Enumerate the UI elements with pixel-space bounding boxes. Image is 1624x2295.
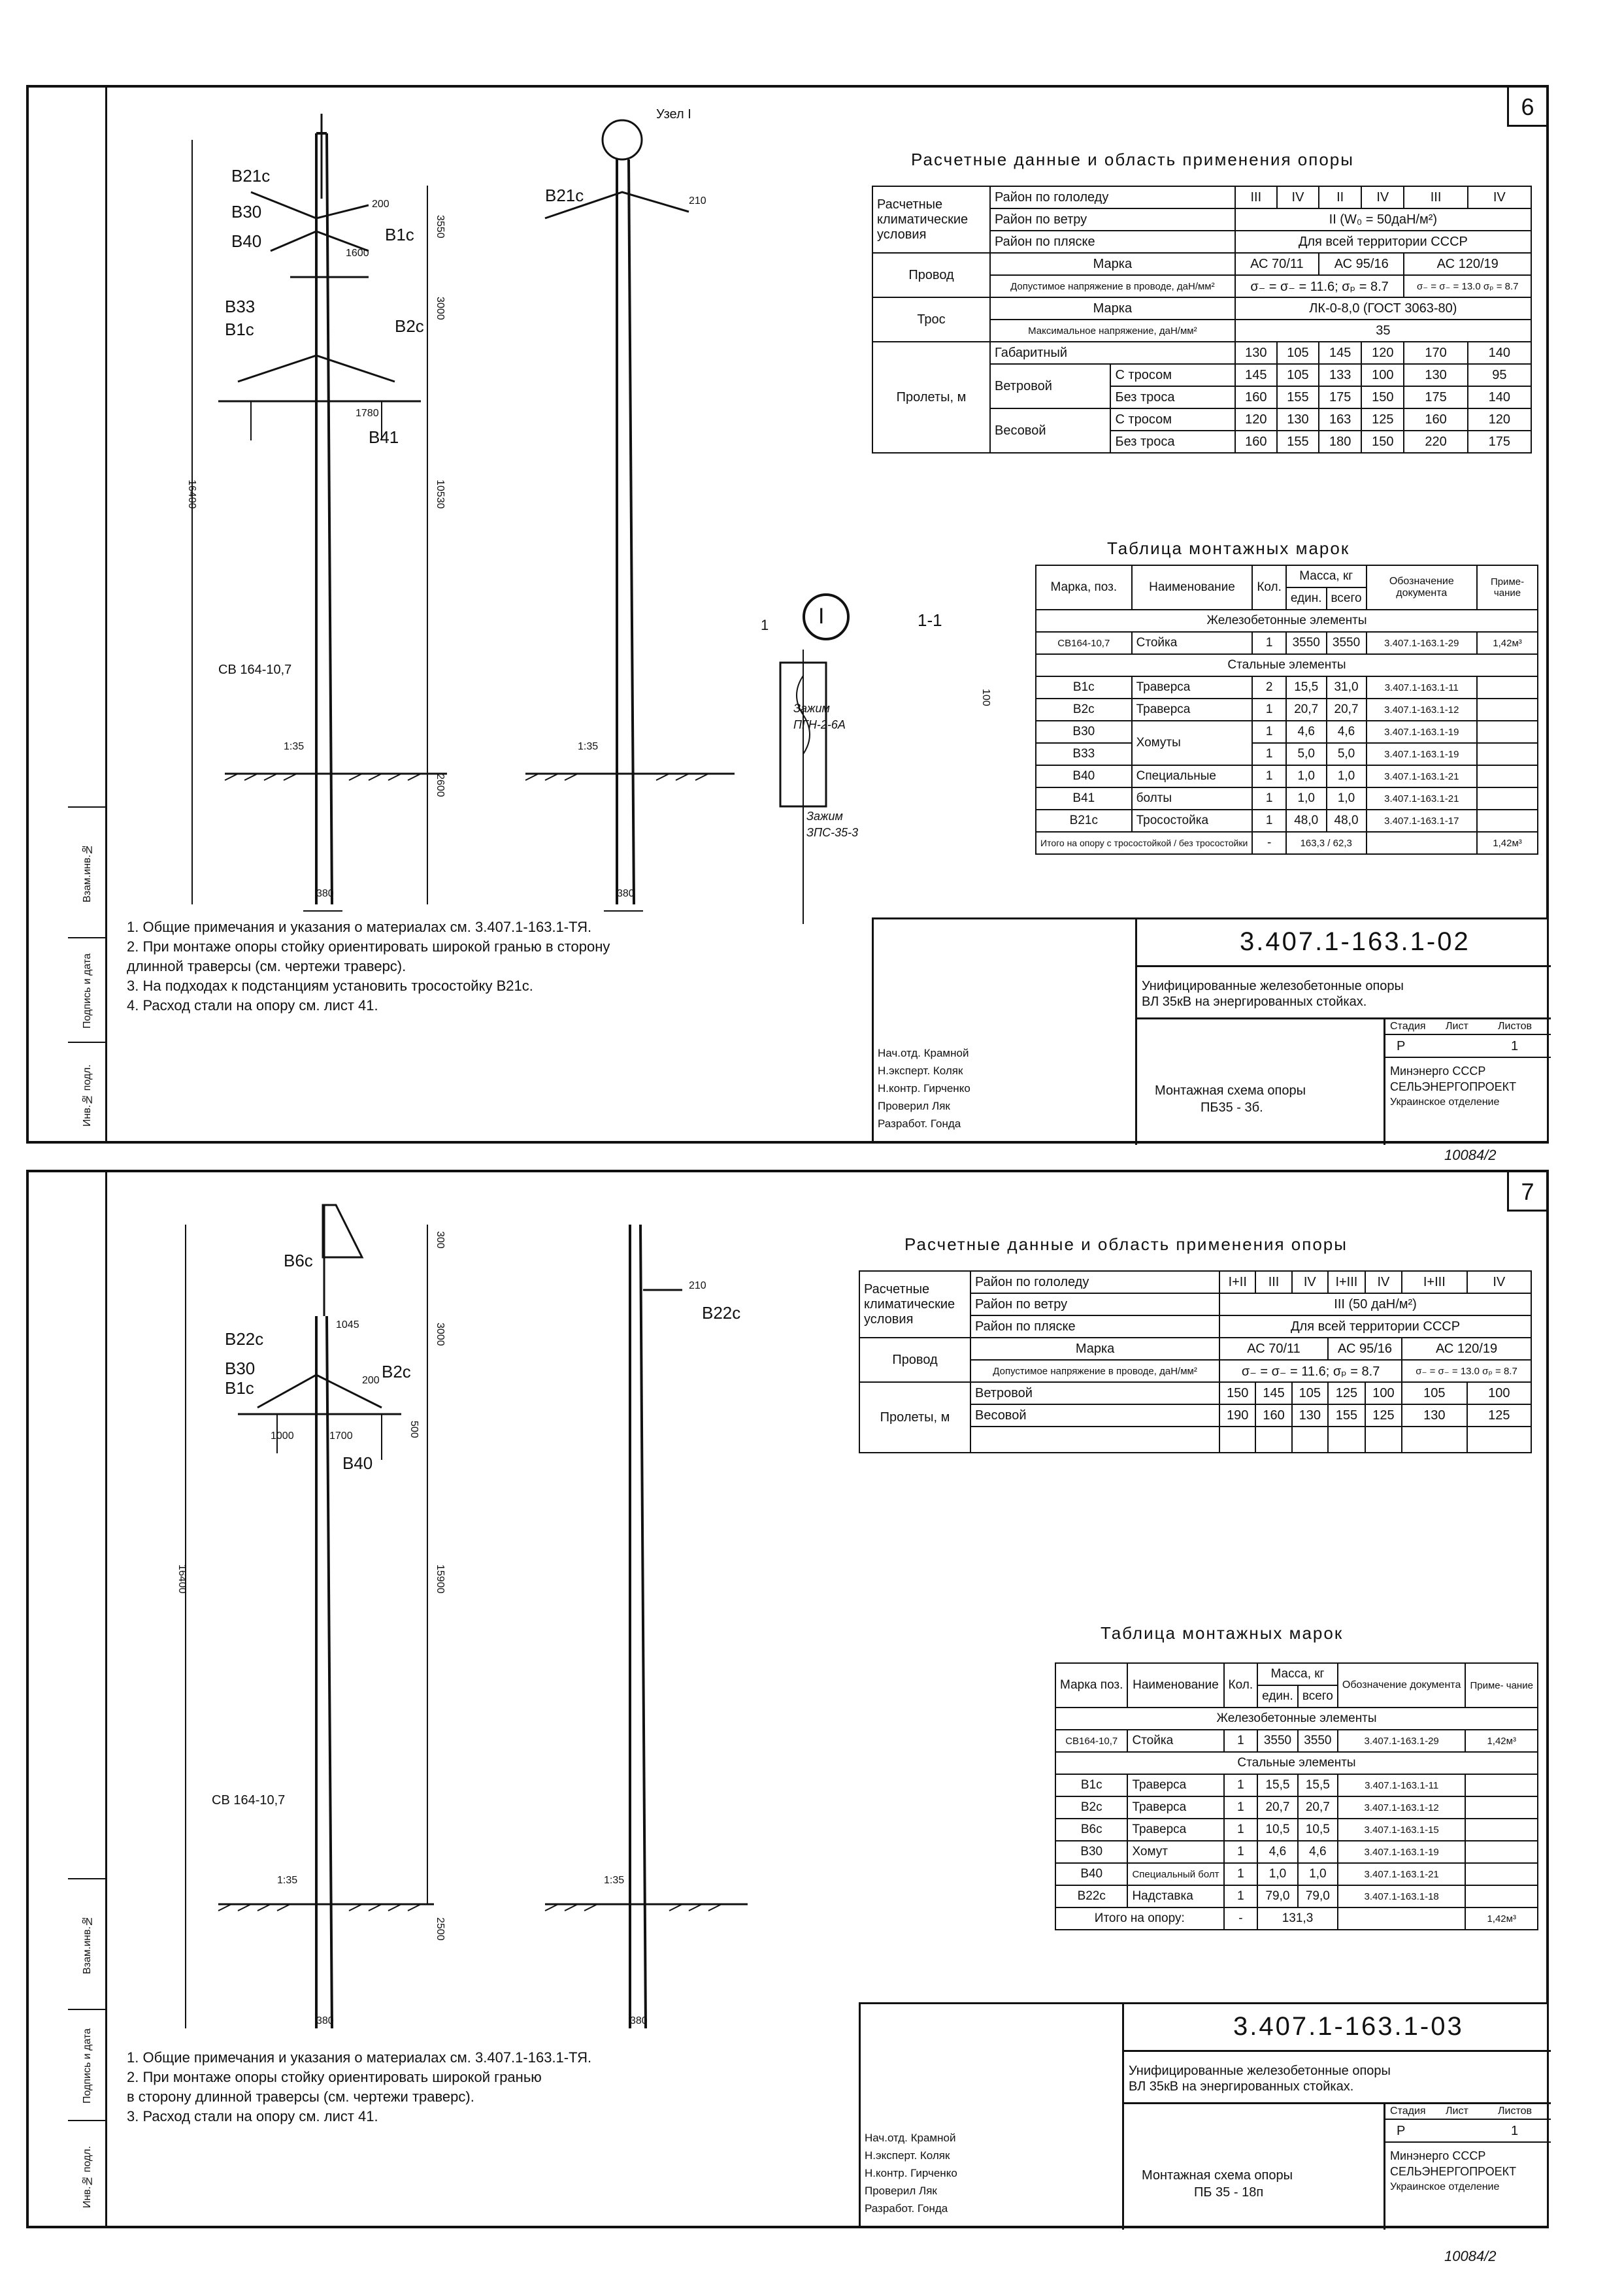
table-row: B30 Хомут 1 4,6 4,6 3.407.1-163.1-19	[1055, 1841, 1538, 1863]
clamp-label: ЗПС-35-3	[806, 826, 859, 839]
label-b21c: B21c	[231, 166, 271, 186]
label-b1c: B1c	[385, 225, 414, 244]
binding-label: Инв.№ подл.	[82, 1064, 93, 1127]
label-unit: Узел I	[656, 107, 691, 122]
table-row: B40 Специальный болт 1 1,0 1,0 3.407.1-163.1-21	[1055, 1863, 1538, 1885]
label-b33: B33	[225, 297, 256, 316]
marks-table-title: Таблица монтажных марок	[1101, 1623, 1344, 1643]
dim: 3550	[435, 215, 446, 239]
calc-table: Расчетные климатические условия Район по гололеду I+II III IV I+III IV I+III IV Район по ветру III (50 даН/м²) Район по пляске Для всей территории СССР Провод Марка АС 70/11 АС 95/16 АС 120/19 Допустимое напряжение в проводе, даН/мм² σ₋ = σ₋ = 11.6; σₚ = 8.7 σ₋ = σ₋ = 13.0 σₚ = 8.7 Пролеты, м Ветровой 150 145 105 125 100 105 100 Весовой 190 160 130 155 125 130 125	[859, 1270, 1532, 1453]
dim: 1700	[329, 1430, 353, 1442]
table-row: B1c Траверса 1 15,5 15,5 3.407.1-163.1-11	[1055, 1774, 1538, 1796]
table-row: B22c Надставка 1 79,0 79,0 3.407.1-163.1-18	[1055, 1885, 1538, 1907]
dim: 1600	[346, 248, 369, 259]
callout-label: I	[818, 604, 825, 629]
label-b1c: B1c	[225, 1378, 254, 1398]
pole-drawing	[120, 101, 904, 950]
dim: 2600	[435, 774, 446, 797]
label-b41: B41	[369, 427, 399, 447]
label-pole: СВ 164-10,7	[212, 1793, 286, 1808]
clamp-label: Зажим	[806, 810, 843, 823]
footer-code: 10084/2	[1444, 2248, 1497, 2264]
dim: 200	[372, 199, 389, 210]
sheet-number: 6	[1507, 88, 1546, 127]
footer-code: 10084/2	[1444, 1147, 1497, 1163]
binding-strip	[68, 1172, 107, 2226]
marks-table: Марка, поз. Наименование Кол. Масса, кг Обозначение документа Приме- чание един. всего Железобетонные элементы СВ164-10,7 Стойка 1 3550 3550 3.407.1-163.1-29 1,42м³ Стальные элементы B1c Траверса 2 15,5 31,0 3.407.1-163.1-11 B2c Траверса 1 20,7 20,7 3.407.1-163.1-12 B30 Хомуты 1 4,6 4,6 3.407.1-163.1-19 B33 1 5,0 5,0 3.407.1-163.1-19 B40 Специальные 1 1,0 1,0 3.407.1-163.1-21 B41 болты 1 1,0 1,0 3.407.1-163.1-21 B21c Тросостойка 1 48,0 48,0 3.407.1-163.1-17 Итого на опору с тросостойкой / без тросостойки - 163,3 / 62,3 1,42м³	[1035, 565, 1538, 855]
dim: 380	[630, 2015, 648, 2026]
dim: 3000	[435, 297, 446, 320]
dim: 500	[408, 1421, 420, 1438]
clamp-label: Зажим	[793, 702, 830, 715]
dim: 1000	[271, 1430, 294, 1442]
dim: 380	[316, 888, 334, 899]
table-row: B21c Тросостойка 1 48,0 48,0 3.407.1-163.1-17	[1036, 810, 1538, 832]
table-row: B1c Траверса 2 15,5 31,0 3.407.1-163.1-11	[1036, 676, 1538, 699]
binding-label: Взам.инв.№	[82, 843, 93, 903]
dim: 380	[617, 888, 635, 899]
table-row: B6c Траверса 1 10,5 10,5 3.407.1-163.1-15	[1055, 1819, 1538, 1841]
dim: 300	[435, 1231, 446, 1249]
dim: 16400	[186, 480, 197, 509]
label-b2c: B2c	[395, 316, 424, 336]
table-row: B33 1 5,0 5,0 3.407.1-163.1-19	[1036, 743, 1538, 765]
climate-label: Расчетные климатические условия	[872, 186, 990, 253]
dim: 1:35	[277, 1875, 298, 1886]
binding-strip	[68, 88, 107, 1141]
binding-label: Подпись и дата	[82, 2028, 93, 2104]
dim: 210	[689, 1280, 706, 1291]
binding-label: Подпись и дата	[82, 953, 93, 1029]
binding-label: Инв.№ подл.	[82, 2145, 93, 2208]
label-b1c-2: B1c	[225, 320, 254, 339]
notes: 1. Общие примечания и указания о материалах см. 3.407.1-163.1-ТЯ. 2. При монтаже опоры стойку ориентировать широкой гранью в сторону длинной траверсы (см. чертежи траверс). 3. Расход стали на опору см. лист 41.	[127, 2049, 592, 2124]
label-b30: B30	[225, 1359, 256, 1378]
dim: 1045	[336, 1319, 359, 1330]
dim: 1:35	[604, 1875, 625, 1886]
dim: 200	[362, 1375, 380, 1386]
table-row: B2c Траверса 1 20,7 20,7 3.407.1-163.1-12	[1036, 699, 1538, 721]
marks-table: Марка поз. Наименование Кол. Масса, кг Обозначение документа Приме- чание един. всего Железобетонные элементы СВ164-10,7 Стойка 1 3550 3550 3.407.1-163.1-29 1,42м³ Стальные элементы B1c Траверса 1 15,5 15,5 3.407.1-163.1-11 B2c Траверса 1 20,7 20,7 3.407.1-163.1-12 B6c Траверса 1 10,5 10,5 3.407.1-163.1-15 B30 Хомут 1 4,6 4,6 3.407.1-163.1-19 B40 Специальный болт 1 1,0 1,0 3.407.1-163.1-21 B22c Надставка 1 79,0 79,0 3.407.1-163.1-18 Итого на опору: - 131,3 1,42м³	[1055, 1662, 1538, 1930]
calc-table-title: Расчетные данные и область применения опоры	[904, 1234, 1348, 1254]
label-b22c-mid: B22c	[702, 1303, 741, 1323]
clamp-label: ПГН-2-6А	[793, 718, 846, 731]
table-row: B30 Хомуты 1 4,6 4,6 3.407.1-163.1-19	[1036, 721, 1538, 743]
label-b6c: B6c	[284, 1251, 313, 1270]
table-row: СВ164-10,7 Стойка 1 3550 3550 3.407.1-163.1-29 1,42м³	[1036, 632, 1538, 654]
dim: 380	[316, 2015, 334, 2026]
table-row: B41 болты 1 1,0 1,0 3.407.1-163.1-21	[1036, 787, 1538, 810]
table-row: СВ164-10,7 Стойка 1 3550 3550 3.407.1-163.1-29 1,42м³	[1055, 1730, 1538, 1752]
total-row: Итого на опору с тросостойкой / без тросостойки - 163,3 / 62,3 1,42м³	[1036, 832, 1538, 854]
marks-table-title: Таблица монтажных марок	[1107, 538, 1350, 558]
binding-label: Взам.инв.№	[82, 1915, 93, 1975]
label-b40: B40	[342, 1453, 373, 1473]
dim: 15900	[435, 1564, 446, 1594]
label-b22c: B22c	[225, 1329, 264, 1349]
title-block: 3.407.1-163.1-03 Унифицированные железобетонные опоры ВЛ 35кВ на энергированных стойках. Стадия Лист Листов Р 1 Монтажная схема опоры ПБ 35 - 18п Минэнерго СССР СЕЛЬЭНЕРГОПРОЕКТ Украинское отделение Нач.отд. Крамной Н.эксперт. Коляк Н.контр. Гирченко Проверил Ляк Разработ. Гонда	[859, 2002, 1549, 2228]
label-b40: B40	[231, 231, 262, 251]
label-pole: СВ 164-10,7	[218, 663, 292, 677]
document-code: 3.407.1-163.1-02	[1240, 927, 1470, 956]
dim: 1780	[356, 408, 379, 419]
section-mark: 1	[761, 617, 769, 633]
sheet-number: 7	[1507, 1172, 1546, 1212]
drawing-sheet-6	[26, 85, 1549, 1144]
dim: 3000	[435, 1323, 446, 1346]
title-block: 3.407.1-163.1-02 Унифицированные железобетонные опоры ВЛ 35кВ на энергированных стойках. Стадия Лист Листов Р 1 Монтажная схема опоры ПБ35 - 3б. Минэнерго СССР СЕЛЬЭНЕРГОПРОЕКТ Украинское отделение Нач.отд. Крамной Н.эксперт. Коляк Н.контр. Гирченко Проверил Ляк Разработ. Гонда	[872, 917, 1549, 1143]
dim: 1:35	[284, 741, 305, 752]
document-code: 3.407.1-163.1-03	[1233, 2012, 1464, 2041]
drawing-sheet-7	[26, 1170, 1549, 2228]
label-b30: B30	[231, 202, 262, 222]
dim: 10530	[435, 480, 446, 509]
section-label: 1-1	[918, 610, 942, 630]
dim: 16400	[176, 1564, 188, 1594]
dim: 2500	[435, 1917, 446, 1941]
label-b21c-mid: B21c	[545, 186, 584, 205]
total-row: Итого на опору: - 131,3 1,42м³	[1055, 1907, 1538, 1930]
notes: 1. Общие примечания и указания о материалах см. 3.407.1-163.1-ТЯ. 2. При монтаже опоры стойку ориентировать широкой гранью в сторону длинной траверсы (см. чертежи траверс). 3. На подходах к подстанциям установить тросостойку B21c. 4. Расход стали на опору см. лист 41.	[127, 919, 610, 1014]
dim: 100	[980, 689, 991, 706]
table-row: B40 Специальные 1 1,0 1,0 3.407.1-163.1-21	[1036, 765, 1538, 787]
table-row: B2c Траверса 1 20,7 20,7 3.407.1-163.1-12	[1055, 1796, 1538, 1819]
calc-table: Расчетные климатические условия Район по гололеду III IV II IV III IV Район по ветру II (W₀ = 50даН/м²) Район по пляске Для всей территории СССР Провод Марка АС 70/11 АС 95/16 АС 120/19 Допустимое напряжение в проводе, даН/мм² σ₋ = σ₋ = 11.6; σₚ = 8.7 σ₋ = σ₋ = 13.0 σₚ = 8.7 Трос Марка ЛК-0-8,0 (ГОСТ 3063-80) Максимальное напряжение, даН/мм² 35 Пролеты, м Габаритный 130 105 145 120 170 140 Ветровой С тросом 145 105 133 100 130 95 Без троса 160 155 175 150 175 140 Весовой С тросом 120 130 163 125 160 120 Без троса 160 155 180 150 220 175	[872, 186, 1532, 454]
label-b2c: B2c	[382, 1362, 411, 1381]
dim: 1:35	[578, 741, 599, 752]
calc-table-title: Расчетные данные и область применения опоры	[911, 150, 1354, 169]
dim: 210	[689, 195, 706, 206]
pole-drawing	[120, 1185, 774, 2035]
